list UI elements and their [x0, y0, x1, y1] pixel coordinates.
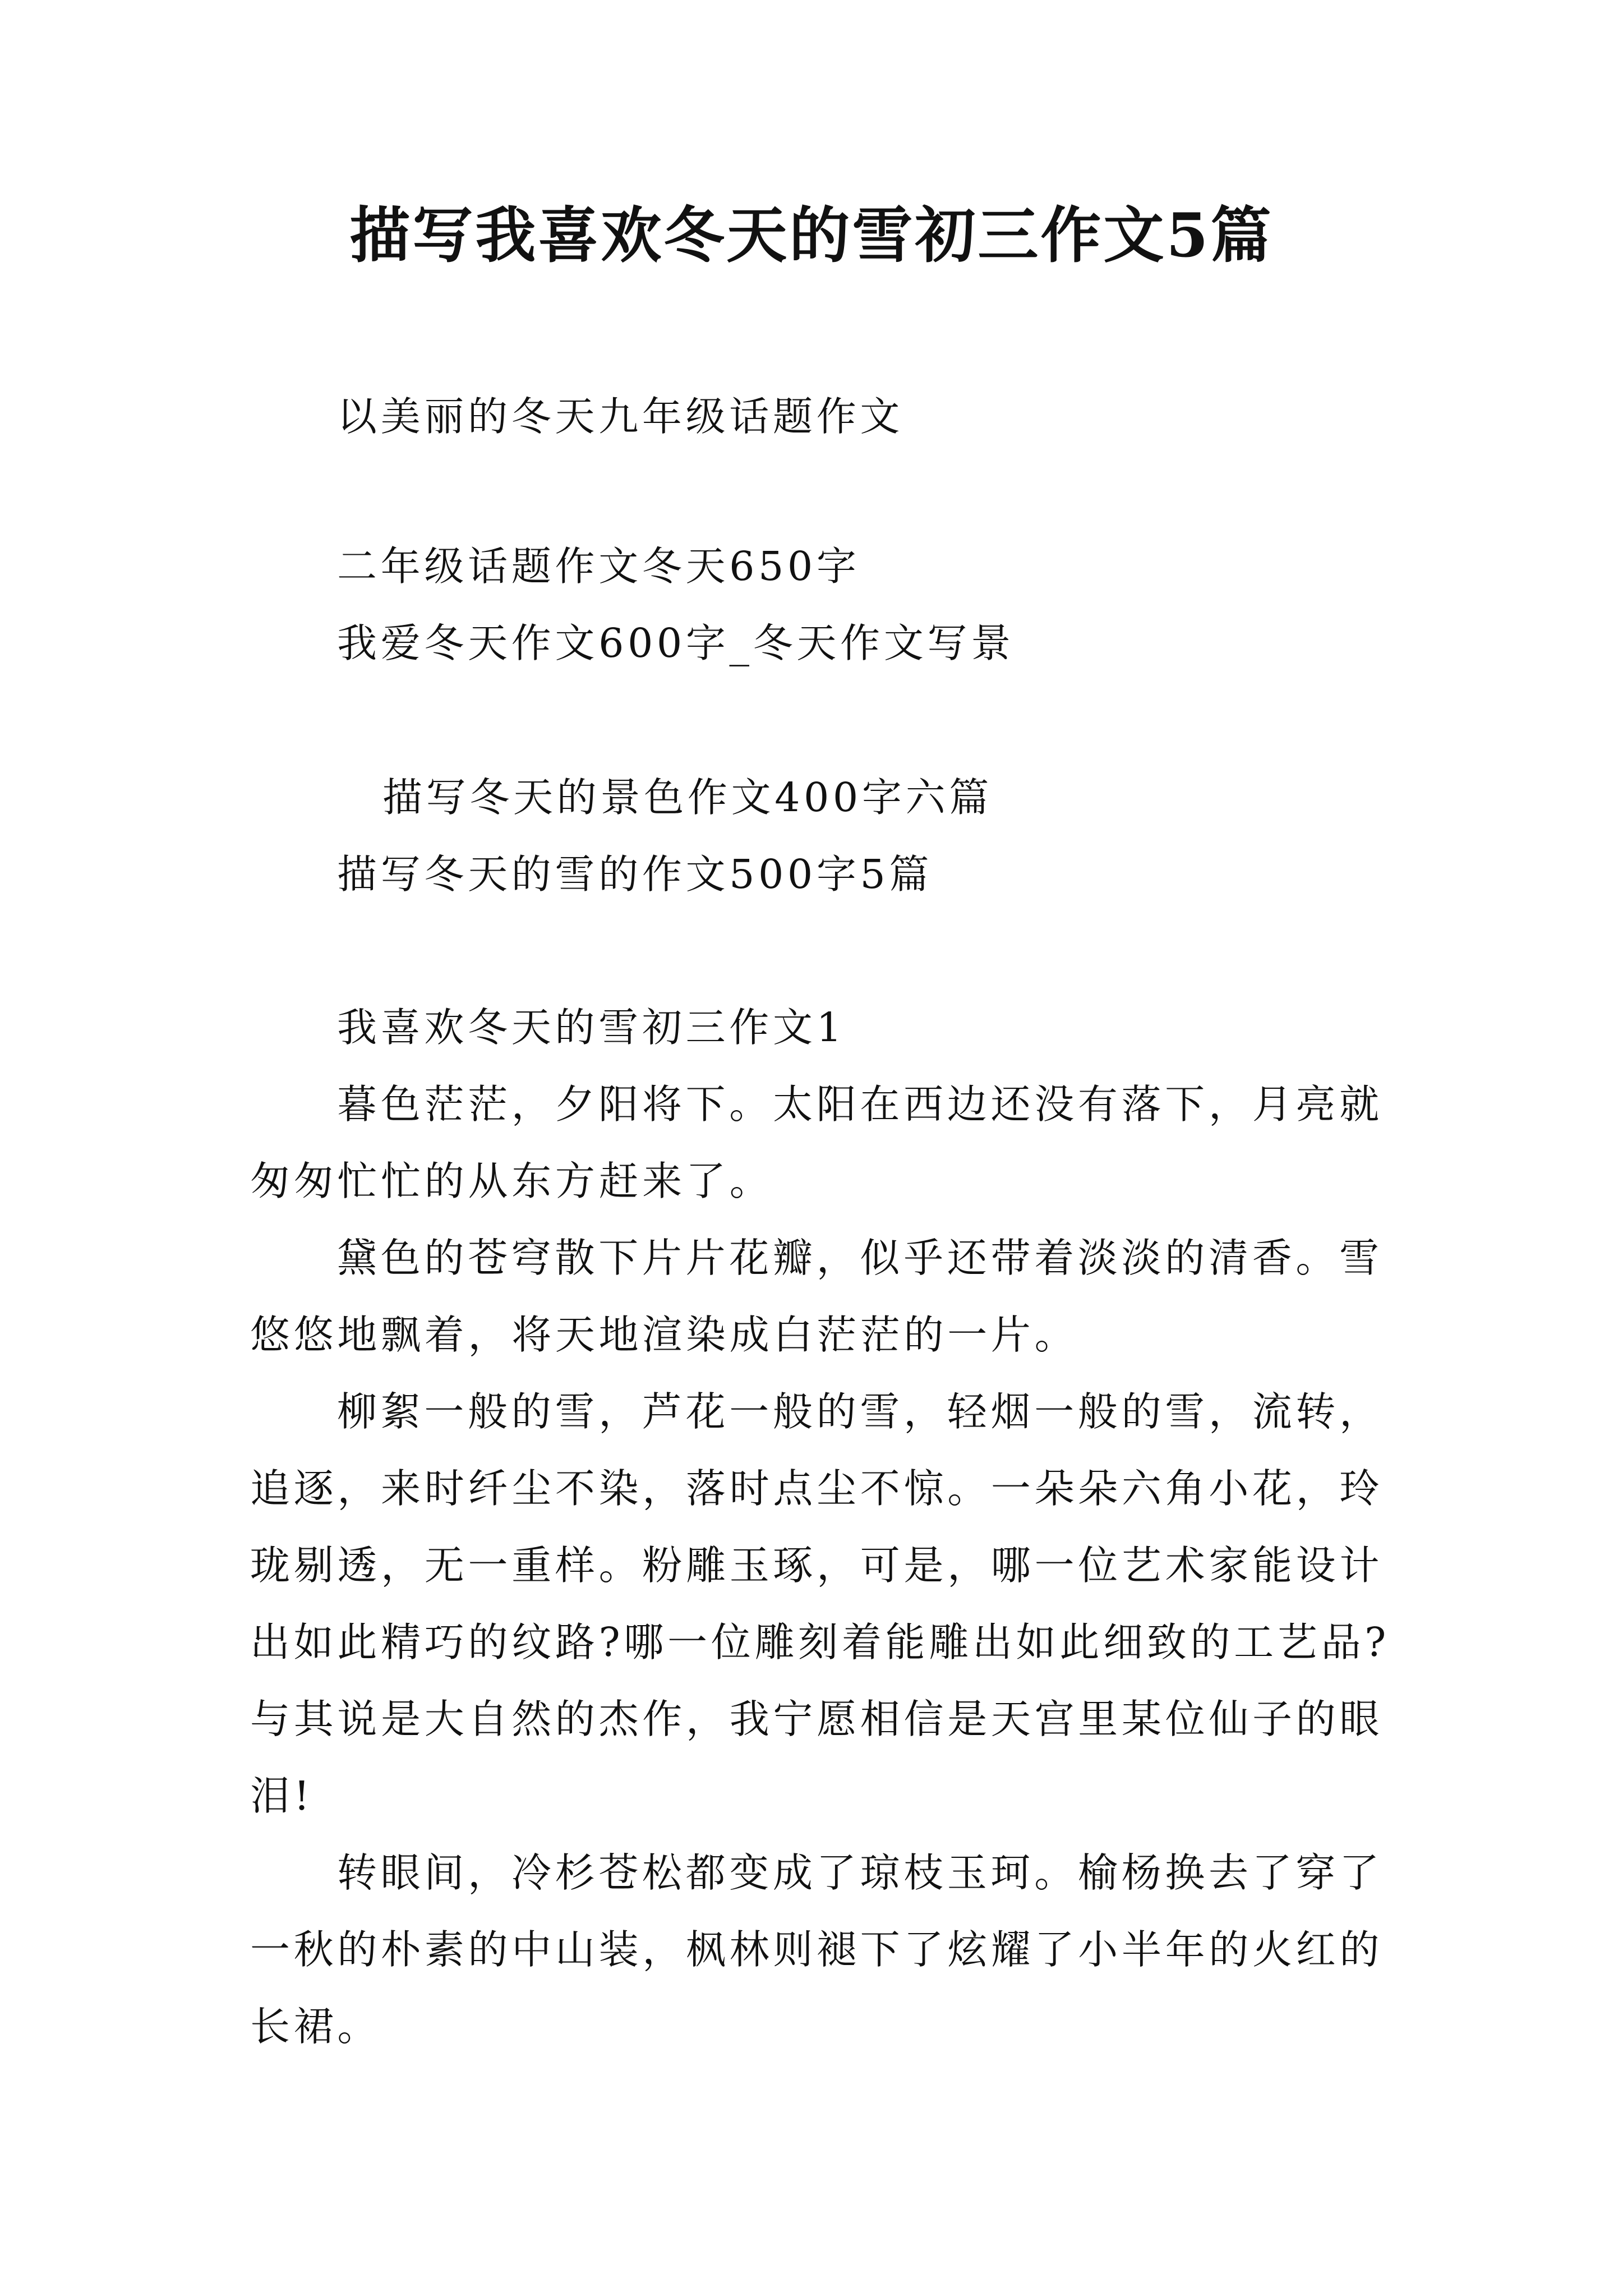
- text-line: 一秋的朴素的中山装，枫林则褪下了炫耀了小半年的火红的: [250, 1926, 1384, 1973]
- related-title-item: 描写冬天的雪的作文500字5篇: [337, 851, 933, 898]
- essay-paragraph: [250, 1834, 1383, 2065]
- essay-body: [250, 1066, 1390, 2065]
- related-title-item: 描写冬天的景色作文400字六篇: [382, 774, 993, 821]
- text-line: 悠悠地飘着，将天地渲染成白茫茫的一片。: [250, 1312, 1078, 1358]
- text-line: 泪!: [250, 1773, 313, 1819]
- text-line: 珑剔透，无一重样。粉雕玉琢，可是，哪一位艺术家能设计: [250, 1542, 1384, 1589]
- text-line: 匆匆忙忙的从东方赶来了。: [250, 1158, 773, 1204]
- related-title-item: 二年级话题作文冬天650字: [337, 543, 860, 590]
- text-line: 与其说是大自然的杰作，我宁愿相信是天宫里某位仙子的眼: [250, 1696, 1384, 1742]
- text-line: 追逐，来时纤尘不染，落时点尘不惊。一朵朵六角小花，玲: [250, 1465, 1384, 1512]
- text-line: 黛色的苍穹散下片片花瓣，似乎还带着淡淡的清香。雪: [337, 1235, 1383, 1281]
- essay-paragraph: [250, 1066, 1383, 1220]
- essay-paragraph: [250, 1373, 1390, 1834]
- document-title: 描写我喜欢冬天的雪初三作文5篇: [349, 200, 1274, 271]
- essay-paragraph: [250, 1220, 1383, 1373]
- text-line: 柳絮一般的雪，芦花一般的雪，轻烟一般的雪，流转，: [337, 1388, 1383, 1435]
- related-title-item: 我爱冬天作文600字_冬天作文写景: [337, 620, 1015, 666]
- text-line: 暮色茫茫，夕阳将下。太阳在西边还没有落下，月亮就: [337, 1081, 1383, 1128]
- essay-heading: 我喜欢冬天的雪初三作文1: [337, 1004, 846, 1051]
- related-title-list: [250, 378, 1383, 913]
- document-content: [250, 378, 1390, 2065]
- text-line: 转眼间，冷杉苍松都变成了琼枝玉珂。榆杨换去了穿了: [337, 1849, 1383, 1896]
- text-line: 出如此精巧的纹路?哪一位雕刻着能雕出如此细致的工艺品?: [250, 1619, 1390, 1665]
- related-title-item: 以美丽的冬天九年级话题作文: [337, 393, 904, 440]
- text-line: 长裙。: [250, 2003, 381, 2050]
